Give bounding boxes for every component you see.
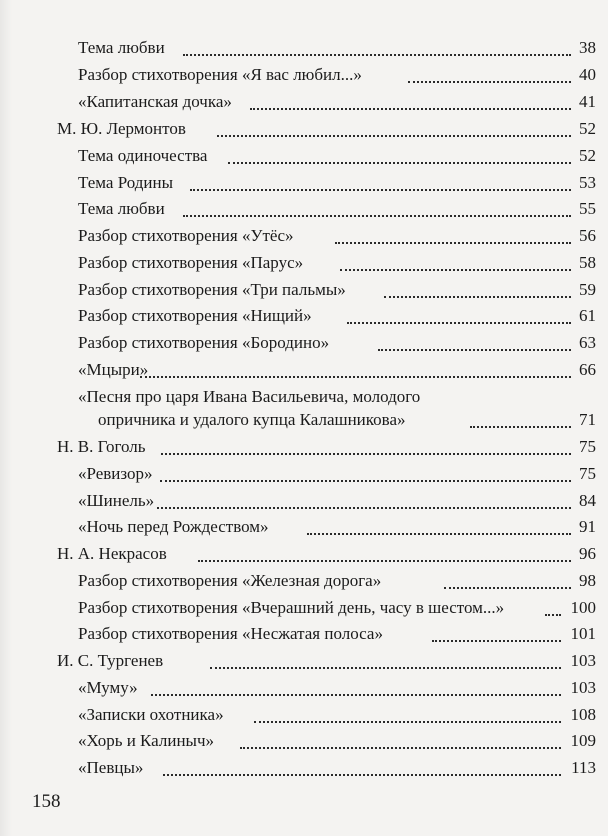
dot-leader bbox=[140, 374, 571, 378]
toc-entry-page: 103 bbox=[570, 651, 596, 670]
dot-leader bbox=[347, 320, 571, 324]
toc-entry-page: 38 bbox=[579, 38, 596, 57]
toc-entry bbox=[0, 252, 608, 276]
dot-leader bbox=[335, 240, 571, 244]
dot-leader bbox=[190, 187, 571, 191]
dot-leader bbox=[470, 424, 571, 428]
dot-leader bbox=[340, 267, 571, 271]
toc-entry-page: 53 bbox=[579, 173, 596, 192]
toc-entry-title: И. С. Тургенев bbox=[57, 651, 164, 670]
toc-entry-page: 66 bbox=[579, 360, 596, 379]
toc-entry-title: Разбор стихотворения «Парус» bbox=[78, 253, 304, 272]
dot-leader bbox=[408, 79, 571, 83]
toc-entry bbox=[0, 305, 608, 329]
toc-entry-page: 58 bbox=[579, 253, 596, 272]
toc-entry-title: «Мцыри» bbox=[78, 360, 149, 379]
toc-entry bbox=[0, 118, 608, 142]
dot-leader bbox=[151, 692, 561, 696]
toc-entry-title: «Ревизор» bbox=[78, 464, 153, 483]
dot-leader bbox=[432, 638, 561, 642]
toc-entry bbox=[0, 145, 608, 169]
toc-entry-title: Н. А. Некрасов bbox=[57, 544, 167, 563]
toc-entry-title: Разбор стихотворения «Три пальмы» bbox=[78, 280, 346, 299]
toc-entry-title: Разбор стихотворения «Вчерашний день, часу в шестом...» bbox=[78, 598, 505, 617]
toc-entry-page: 59 bbox=[579, 280, 596, 299]
toc-entry bbox=[0, 516, 608, 540]
toc-entry bbox=[0, 409, 608, 433]
toc-entry-page: 75 bbox=[579, 464, 596, 483]
toc-entry-title: «Песня про царя Ивана Васильевича, молодого bbox=[78, 387, 421, 406]
toc-entry bbox=[0, 91, 608, 115]
toc-entry-page: 61 bbox=[579, 306, 596, 325]
toc-entry bbox=[0, 172, 608, 196]
toc-entry-title: «Капитанская дочка» bbox=[78, 92, 232, 111]
dot-leader bbox=[384, 294, 571, 298]
toc-entry bbox=[0, 279, 608, 303]
toc-entry-page: 55 bbox=[579, 199, 596, 218]
toc-entry bbox=[0, 730, 608, 754]
toc-entry-page: 98 bbox=[579, 571, 596, 590]
toc-entry-title: Разбор стихотворения «Несжатая полоса» bbox=[78, 624, 383, 643]
toc-entry-page: 71 bbox=[579, 410, 596, 429]
toc-entry bbox=[0, 704, 608, 728]
dot-leader bbox=[163, 772, 561, 776]
dot-leader bbox=[307, 531, 571, 535]
dot-leader bbox=[240, 745, 561, 749]
toc-entry bbox=[0, 597, 608, 621]
toc-entry-page: 103 bbox=[570, 678, 596, 697]
dot-leader bbox=[217, 133, 571, 137]
page-number: 158 bbox=[32, 791, 61, 812]
toc-entry-title: Н. В. Гоголь bbox=[57, 437, 146, 456]
toc-entry-page: 52 bbox=[579, 146, 596, 165]
toc-entry-title: Тема Родины bbox=[78, 173, 174, 192]
toc-entry bbox=[0, 757, 608, 781]
toc-entry bbox=[0, 650, 608, 674]
toc-entry-page: 91 bbox=[579, 517, 596, 536]
toc-entry-page: 109 bbox=[570, 731, 596, 750]
toc-entry bbox=[0, 64, 608, 88]
toc-entry-title: «Муму» bbox=[78, 678, 138, 697]
dot-leader bbox=[183, 52, 571, 56]
toc-entry-title: Разбор стихотворения «Я вас любил...» bbox=[78, 65, 362, 84]
dot-leader bbox=[160, 478, 571, 482]
toc-entry bbox=[0, 543, 608, 567]
dot-leader bbox=[228, 160, 571, 164]
toc-entry-title: Разбор стихотворения «Нищий» bbox=[78, 306, 312, 325]
toc-entry-page: 96 bbox=[579, 544, 596, 563]
dot-leader bbox=[545, 612, 561, 616]
toc-entry-title: Разбор стихотворения «Бородино» bbox=[78, 333, 330, 352]
toc-entry bbox=[0, 332, 608, 356]
toc-entry-title: «Хорь и Калиныч» bbox=[78, 731, 215, 750]
toc-entry-title: опричника и удалого купца Калашникова» bbox=[98, 410, 406, 429]
dot-leader bbox=[210, 665, 561, 669]
toc-entry-page: 75 bbox=[579, 437, 596, 456]
toc-entry-page: 52 bbox=[579, 119, 596, 138]
toc-entry-page: 40 bbox=[579, 65, 596, 84]
toc-entry bbox=[0, 623, 608, 647]
dot-leader bbox=[157, 505, 571, 509]
toc-entry-page: 100 bbox=[570, 598, 596, 617]
toc-entry-title: «Ночь перед Рождеством» bbox=[78, 517, 269, 536]
toc-entry-title: «Записки охотника» bbox=[78, 705, 224, 724]
toc-entry-page: 84 bbox=[579, 491, 596, 510]
dot-leader bbox=[183, 213, 571, 217]
dot-leader bbox=[161, 451, 571, 455]
toc-entry-title: «Шинель» bbox=[78, 491, 155, 510]
toc-entry bbox=[0, 198, 608, 222]
toc-entry-page: 41 bbox=[579, 92, 596, 111]
toc-entry bbox=[0, 436, 608, 460]
toc-entry-title: Тема любви bbox=[78, 199, 165, 218]
toc-entry-title: «Певцы» bbox=[78, 758, 144, 777]
toc-entry bbox=[0, 677, 608, 701]
toc-entry bbox=[0, 386, 608, 410]
toc-entry-page: 63 bbox=[579, 333, 596, 352]
toc-entry-title: Разбор стихотворения «Железная дорога» bbox=[78, 571, 382, 590]
toc-entry-title: Тема любви bbox=[78, 38, 165, 57]
toc-entry-title: М. Ю. Лермонтов bbox=[57, 119, 186, 138]
toc-entry bbox=[0, 359, 608, 383]
toc-entry-page: 56 bbox=[579, 226, 596, 245]
dot-leader bbox=[254, 719, 561, 723]
dot-leader bbox=[378, 347, 571, 351]
dot-leader bbox=[444, 585, 571, 589]
toc-entry bbox=[0, 570, 608, 594]
toc-entry bbox=[0, 463, 608, 487]
dot-leader bbox=[250, 106, 571, 110]
toc-entry-title: Разбор стихотворения «Утёс» bbox=[78, 226, 294, 245]
toc-entry-page: 108 bbox=[570, 705, 596, 724]
toc-entry-page: 113 bbox=[571, 758, 596, 777]
dot-leader bbox=[198, 558, 571, 562]
toc-entry bbox=[0, 37, 608, 61]
toc-entry bbox=[0, 490, 608, 514]
toc-entry-page: 101 bbox=[570, 624, 596, 643]
toc-entry bbox=[0, 225, 608, 249]
toc-entry-title: Тема одиночества bbox=[78, 146, 208, 165]
